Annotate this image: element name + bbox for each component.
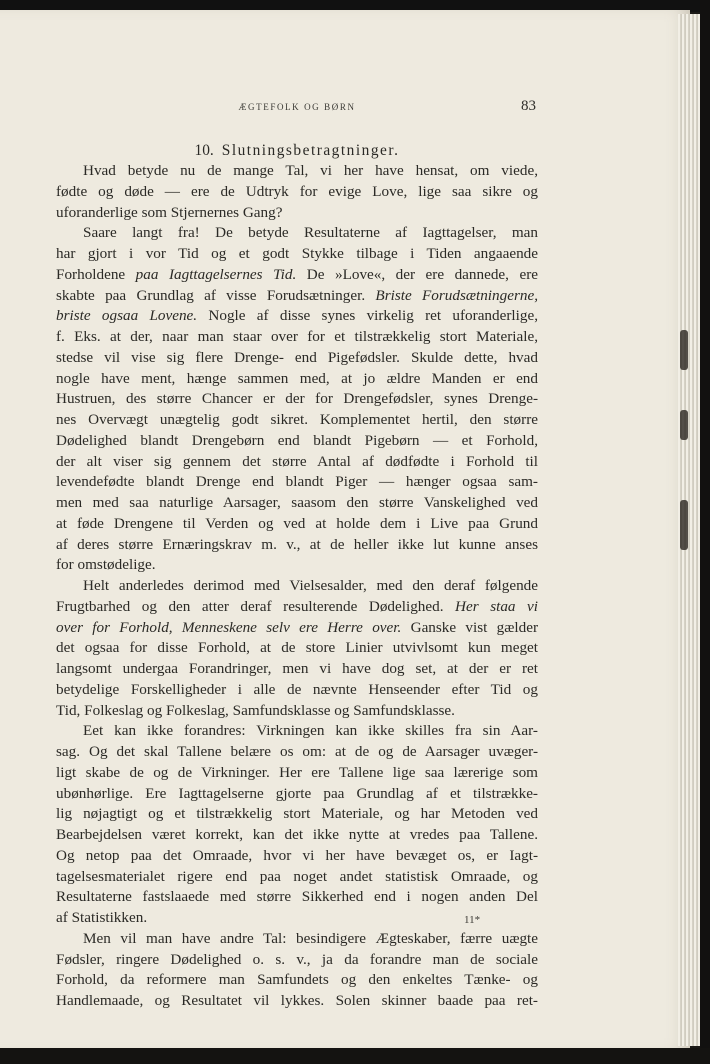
text-segment: Frugtbarhed og den atter deraf resulterende Dødelighed. <box>56 597 456 615</box>
text-line <box>56 327 538 348</box>
text-line <box>56 244 538 265</box>
text-segment: uforanderlige som Stjernernes Gang? <box>56 203 283 221</box>
text-line <box>56 182 538 203</box>
section-title: Slutningsbetragtninger. <box>221 142 400 159</box>
text-line <box>56 597 538 618</box>
italic-text: paa Iagttagelsernes Tid. <box>135 265 297 283</box>
text-line <box>56 203 538 224</box>
text-line <box>56 369 538 390</box>
text-segment: fødte og døde — ere de Udtryk for evige Love, lige saa sikre og <box>56 182 538 200</box>
text-segment: Ganske vist gælder <box>401 618 538 636</box>
text-line <box>56 659 538 680</box>
text-line <box>56 763 538 784</box>
text-line <box>56 514 538 535</box>
scan-border-right <box>700 0 710 1064</box>
text-segment: Handlemaade, og Resultatet vil lykkes. Solen skinner baade paa ret- <box>56 992 538 1009</box>
text-line <box>56 825 538 846</box>
text-line <box>56 846 538 867</box>
text-line <box>56 431 538 452</box>
text-segment: der alt viser sig gennem det større Antal af dødfødte i Forhold til <box>56 452 538 470</box>
text-segment: Dødelighed blandt Drengebørn end blandt Pigebørn — et Forhold, <box>56 431 538 449</box>
text-segment: betydelige Forskelligheder i alle de nævnte Henseender efter Tid og <box>56 680 538 698</box>
text-segment: Og netop paa det Omraade, hvor vi her have bevæget os, er Iagt- <box>56 846 538 864</box>
text-segment: Helt anderledes derimod med Vielsesalder, med den deraf følgende <box>83 577 538 594</box>
text-segment: lig nøjagtigt og et tilstrækkelig stort Materiale, og har Metoden ved <box>56 805 538 823</box>
text-line <box>56 970 538 991</box>
text-line <box>56 535 538 556</box>
text-line <box>56 472 538 493</box>
text-line <box>56 348 538 369</box>
text-line <box>56 950 538 971</box>
text-line <box>56 306 538 327</box>
text-segment: Bearbejdelsen været korrekt, kan det ikke nytte at vredes paa Tallene. <box>56 826 538 843</box>
text-segment: Hustruen, des større Chancer er der for Drengefødsler, synes Drenge- <box>56 390 538 408</box>
text-segment: stedse vil vise sig flere Drenge- end Pigefødsler. Skulde dette, hvad <box>56 348 538 366</box>
text-segment: levendefødte blandt Drenge end blandt Piger — hænger ogsaa sam- <box>56 473 538 491</box>
text-segment: Saare langt fra! De betyde Resultaterne af Iagttagelser, man <box>83 224 538 242</box>
text-segment: ubønhørlige. Ere Iagttagelserne gjorte paa Grundlag af et tilstrække- <box>56 784 538 802</box>
italic-text: briste ogsaa Lovene. <box>56 307 198 325</box>
text-segment: Forholdene <box>56 265 136 283</box>
section-number: 10. <box>194 142 214 159</box>
text-line <box>56 286 538 307</box>
text-line <box>56 389 538 410</box>
text-segment: De »Love«, der ere dannede, ere <box>296 265 538 283</box>
text-segment: Nogle af disse synes virkelig ret uforanderlige, <box>197 307 538 325</box>
text-segment: af deres større Ernæringskrav m. v., at de heller ikke lut kunne anses <box>56 535 538 553</box>
text-segment: langsomt undergaa Forandringer, men vi have dog set, at der er ret <box>56 660 538 677</box>
text-line <box>56 784 538 805</box>
text-segment: for omstødelige. <box>56 556 156 574</box>
text-segment: det ogsaa for disse Forhold, at de store Linier utvivlsomt kun meget <box>56 639 538 657</box>
text-line <box>56 638 538 659</box>
text-line <box>56 576 538 597</box>
text-segment: har gjort i vor Tid og et godt Stykke tilbage i Tiden angaaende <box>56 245 538 262</box>
text-line <box>56 555 538 576</box>
text-segment: nogle have ment, hænge sammen med, at jo ældre Manden er end <box>56 369 538 387</box>
text-segment: ligt skabe de og de Virkninger. Her ere Tallene lige saa lærerige som <box>56 763 538 781</box>
text-line <box>56 742 538 763</box>
text-segment: f. Eks. at der, naar man staar over for et tilstrækkelig stort Materiale, <box>56 328 538 345</box>
body-text <box>56 161 538 1012</box>
text-segment: Eet kan ikke forandres: Virkningen kan ikke skilles fra sin Aar- <box>83 722 538 740</box>
text-line <box>56 410 538 431</box>
text-line <box>56 887 538 908</box>
text-line <box>56 493 538 514</box>
text-segment: men med saa naturlige Aarsager, saasom den større Vanskelighed ved <box>56 494 538 511</box>
text-line <box>56 929 538 950</box>
edge-mark <box>680 410 688 440</box>
text-line <box>56 721 538 742</box>
text-line <box>56 618 538 639</box>
page-header <box>56 98 538 118</box>
text-segment: nes Overvægt unægtelig godt sikret. Komplementet hertil, den større <box>56 411 538 428</box>
text-line <box>56 867 538 888</box>
text-segment: Fødsler, ringere Dødelighed o. s. v., ja da forandre man de sociale <box>56 950 538 968</box>
edge-mark <box>680 500 688 550</box>
italic-text: over for Forhold, Menneskene selv ere Herre over. <box>56 618 402 636</box>
text-segment: Forhold, da reformere man Samfundets og den enkeltes Tænke- og <box>56 971 538 989</box>
text-line <box>56 680 538 701</box>
text-line <box>56 701 538 722</box>
edge-mark <box>680 330 688 370</box>
text-line <box>56 991 538 1012</box>
section-heading <box>56 142 538 160</box>
text-segment: tagelsesmaterialet rigere end paa noget andet statistisk Omraade, og <box>56 867 538 885</box>
text-segment: Men vil man have andre Tal: besindigere Ægteskaber, færre uægte <box>83 929 538 947</box>
text-line <box>56 265 538 286</box>
page-number: 83 <box>521 98 536 114</box>
text-segment: Tid, Folkeslag og Folkeslag, Samfundsklasse og Samfundsklasse. <box>56 701 455 719</box>
running-title: ÆGTEFOLK OG BØRN <box>238 102 356 112</box>
text-line <box>56 161 538 182</box>
text-segment: Resultaterne fastslaaede med større Sikkerhed end i nogen anden Del <box>56 888 538 906</box>
italic-text: Briste Forudsætningerne, <box>375 286 538 304</box>
italic-text: Her staa vi <box>455 597 538 615</box>
text-line <box>56 452 538 473</box>
text-line <box>56 804 538 825</box>
text-segment: Hvad betyde nu de mange Tal, vi her have hensat, om viede, <box>83 162 538 179</box>
signature-mark: 11* <box>464 914 481 926</box>
text-segment: af Statistikken. <box>56 909 148 926</box>
text-line <box>56 223 538 244</box>
scan-border-bottom <box>0 1048 710 1064</box>
text-segment: at føde Drengene til Verden og ved at holde dem i Live paa Grund <box>56 514 538 532</box>
text-segment: sag. Og det skal Tallene belære os om: at de og de Aarsager uvæger- <box>56 743 538 760</box>
text-segment: skabte paa Grundlag af visse Forudsætninger. <box>56 286 376 304</box>
